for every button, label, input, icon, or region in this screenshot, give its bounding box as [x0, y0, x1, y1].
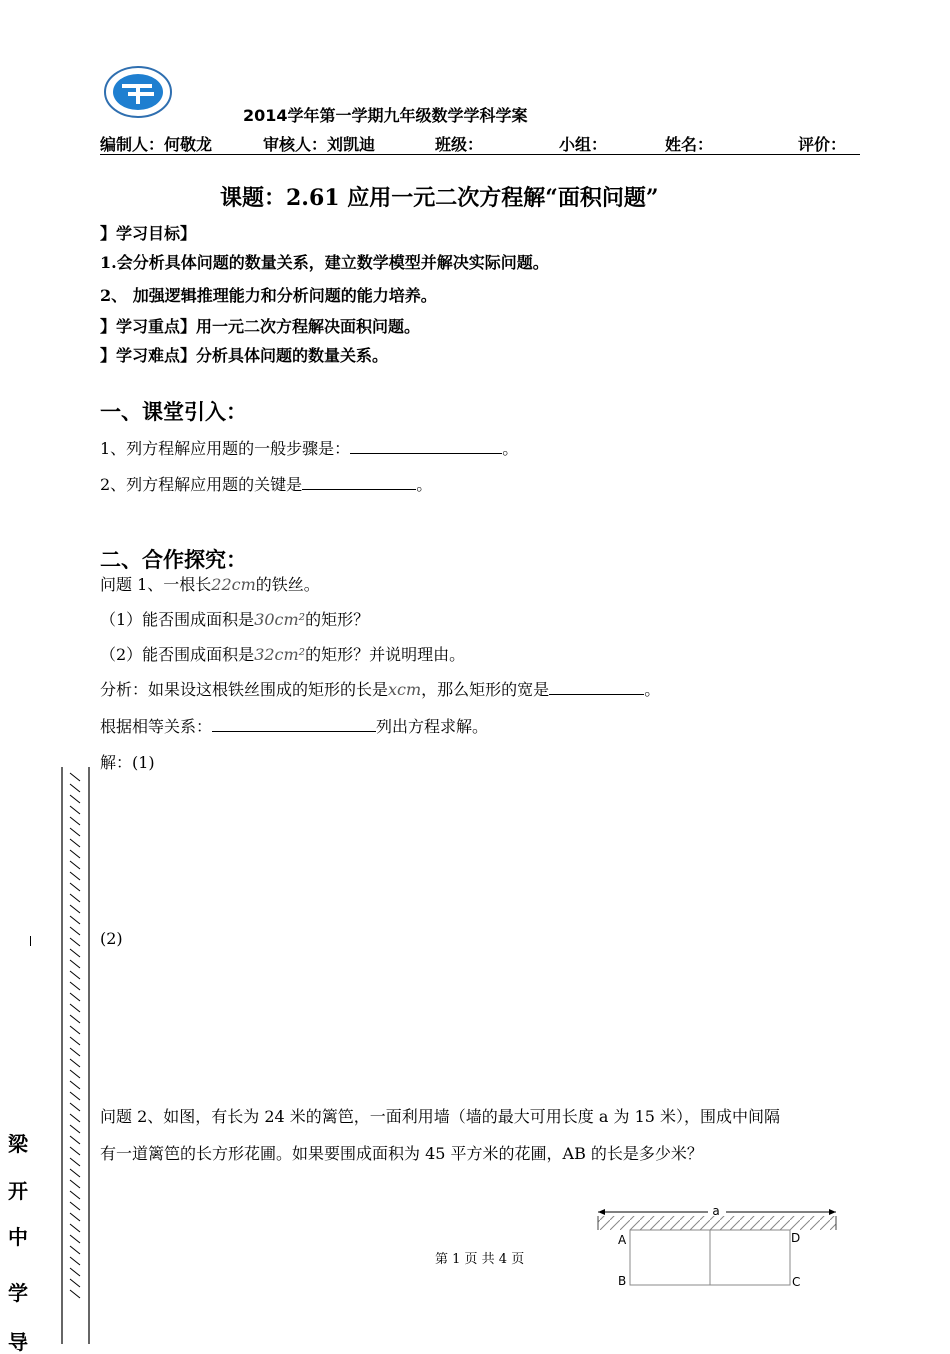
problem1-text-b: 的铁丝。 [255, 575, 320, 594]
q2-blank[interactable] [302, 475, 416, 490]
problem2-line1: 问题 2、如图，有长为 24 米的篱笆，一面利用墙（墙的最大可用长度 a 为 15 米），围成中间隔 [100, 1107, 781, 1126]
relation-text-b: 列出方程求解。 [376, 717, 489, 736]
q1-end: 。 [502, 439, 519, 458]
section1-heading: 一、课堂引入： [100, 399, 247, 424]
label-a: a [712, 1204, 720, 1218]
problem1-text-a: 问题 1、一根长 [100, 575, 212, 594]
binding-margin [60, 767, 92, 1344]
side-char: 中 [8, 1225, 28, 1249]
name-label: 姓名： [665, 135, 714, 154]
problem1 [100, 572, 320, 595]
key-point [100, 314, 420, 337]
q1-text: 1、列方程解应用题的一般步骤是： [100, 439, 351, 458]
relation-line [100, 714, 488, 737]
section1-q1 [100, 436, 518, 459]
side-char: 导 [8, 1330, 28, 1354]
problem1-sub1 [100, 607, 369, 630]
q2-end: 。 [416, 475, 433, 494]
analysis-text-b: ，那么矩形的宽是 [421, 680, 550, 699]
problem1-math: 22cm [211, 575, 256, 594]
goal-label: 】学习目标】 [100, 224, 197, 243]
class-label: 班级： [435, 135, 484, 154]
label-A: A [618, 1233, 627, 1247]
q1-blank[interactable] [350, 439, 502, 454]
side-char: 学 [8, 1281, 28, 1305]
key-text: 用一元二次方程解决面积问题。 [196, 317, 421, 336]
lesson-topic: 课题：2.61 应用一元二次方程解“面积问题” [220, 185, 659, 211]
garden-diagram [590, 1200, 850, 1310]
label-C: C [792, 1275, 801, 1289]
sub2-math: 32cm² [254, 645, 306, 664]
sub1-text-a: （1）能否围成面积是 [100, 610, 255, 629]
page-header-title: 2014学年第一学期九年级数学学科学案 [243, 106, 528, 125]
label-D: D [791, 1231, 801, 1245]
reviewer-label: 审核人：刘凯迪 [263, 135, 376, 154]
section2-heading: 二、合作探究： [100, 547, 247, 572]
analysis-line [100, 677, 660, 700]
sub1-math: 30cm² [254, 610, 306, 629]
rating-label: 评价： [798, 135, 847, 154]
analysis-text-a: 分析：如果设这根铁丝围成的矩形的长是 [100, 680, 389, 699]
problem2-line2: 有一道篱笆的长方形花圃。如果要围成面积为 45 平方米的花圃，AB 的长是多少米？ [100, 1144, 703, 1163]
difficulty-label: 】学习难点】 [100, 346, 197, 365]
goal-2: 2、 加强逻辑推理能力和分析问题的能力培养。 [100, 286, 437, 305]
solution-label: 解：(1) [100, 753, 155, 772]
margin-tick [30, 936, 31, 946]
sub2-text-a: （2）能否围成面积是 [100, 645, 255, 664]
sub2-text-b: 的矩形？并说明理由。 [305, 645, 466, 664]
difficulty-point [100, 343, 388, 366]
sub1-text-b: 的矩形？ [305, 610, 370, 629]
difficulty-text: 分析具体问题的数量关系。 [196, 346, 389, 365]
label-B: B [618, 1274, 627, 1288]
editor-label: 编制人：何敬龙 [100, 135, 213, 154]
page-number: 第 1 页 共 4 页 [435, 1252, 525, 1267]
section1-q2 [100, 472, 432, 495]
side-char: 开 [8, 1179, 28, 1203]
goal-1: 1.会分析具体问题的数量关系，建立数学模型并解决实际问题。 [100, 253, 549, 272]
analysis-blank[interactable] [549, 680, 644, 695]
relation-blank[interactable] [212, 717, 376, 732]
group-label: 小组： [559, 135, 608, 154]
wall-hatch [598, 1216, 836, 1230]
analysis-math: xcm [388, 680, 422, 699]
problem1-sub2 [100, 642, 465, 665]
part2-label: (2) [100, 929, 123, 948]
school-logo [104, 66, 172, 118]
garden-figure [590, 1200, 850, 1310]
q2-text: 2、列方程解应用题的关键是 [100, 475, 303, 494]
key-label: 】学习重点】 [100, 317, 197, 336]
analysis-end: 。 [644, 680, 661, 699]
header-info-row [100, 132, 860, 155]
side-char: 梁 [8, 1132, 28, 1156]
relation-text-a: 根据相等关系： [100, 717, 213, 736]
